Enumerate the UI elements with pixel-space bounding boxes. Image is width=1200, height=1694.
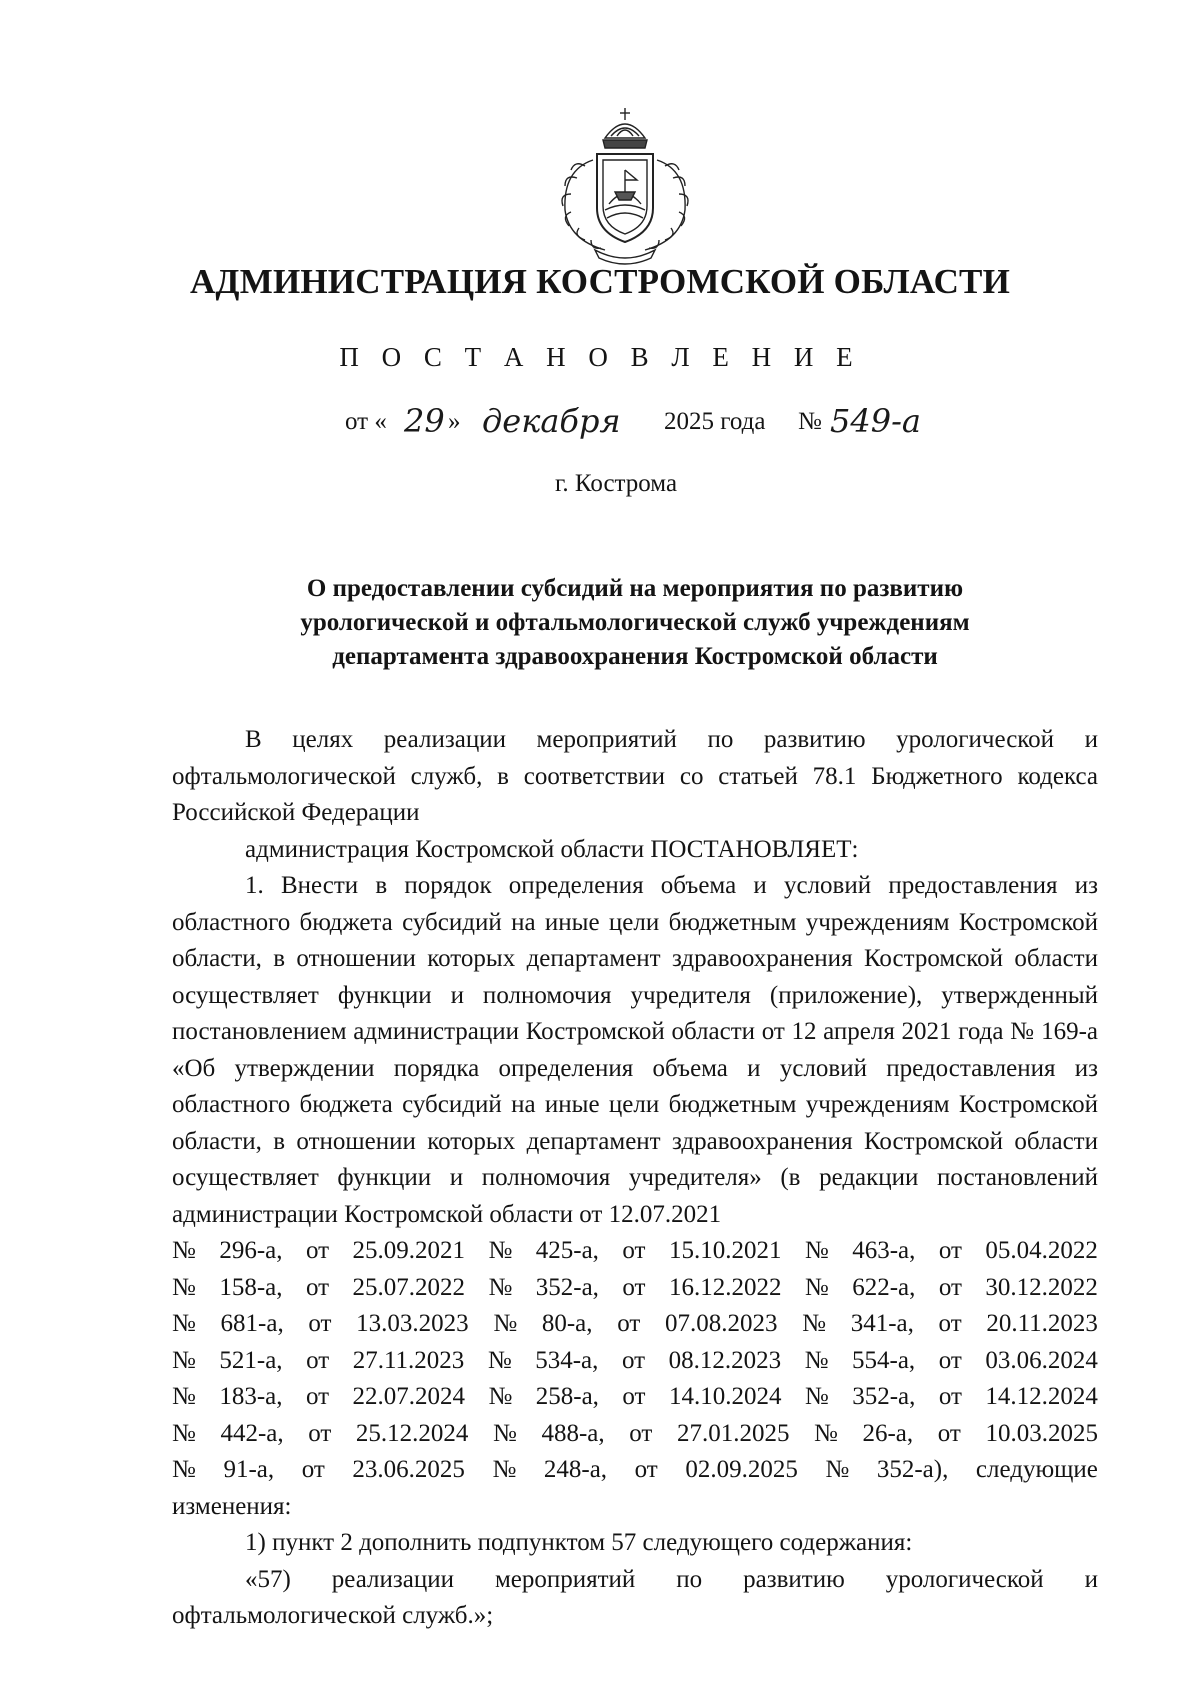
reference-token: № bbox=[172, 1456, 196, 1483]
reference-token: 554-а, bbox=[852, 1346, 916, 1374]
reference-token: от bbox=[622, 1237, 646, 1264]
paragraph-subitem-1: 1) пункт 2 дополнить подпунктом 57 следующего содержания: bbox=[245, 1529, 913, 1556]
date-day: 29 bbox=[404, 402, 445, 440]
reference-token: 08.12.2023 bbox=[668, 1346, 782, 1374]
reference-token: № bbox=[804, 1273, 829, 1301]
document-number: 549-а bbox=[830, 402, 921, 440]
reference-token: 05.04.2022 bbox=[985, 1237, 1098, 1264]
date-prefix: от « bbox=[345, 408, 387, 435]
reference-row bbox=[172, 1379, 1098, 1416]
reference-token: 296-а, bbox=[219, 1237, 283, 1264]
reference-token: 352-а, bbox=[852, 1383, 916, 1410]
subject-line: департамента здравоохранения Костромской области bbox=[332, 643, 938, 670]
reference-token: от bbox=[938, 1383, 962, 1410]
reference-token: от bbox=[308, 1310, 332, 1337]
date-month: декабря bbox=[482, 402, 621, 440]
reference-token: от bbox=[617, 1310, 641, 1337]
reference-token: 23.06.2025 bbox=[352, 1456, 465, 1483]
reference-token: 488-а, bbox=[541, 1419, 605, 1447]
reference-token: № bbox=[804, 1383, 829, 1410]
reference-token: № bbox=[487, 1346, 512, 1374]
reference-token: № bbox=[172, 1310, 196, 1337]
reference-token: 91-а, bbox=[223, 1456, 275, 1483]
reference-token: от bbox=[305, 1383, 330, 1410]
reference-token: 07.08.2023 bbox=[664, 1310, 778, 1337]
reference-token: № bbox=[804, 1346, 829, 1374]
reference-token: 463-а, bbox=[852, 1237, 916, 1264]
reference-token: № bbox=[804, 1237, 829, 1264]
city: г. Кострома bbox=[554, 470, 678, 497]
reference-token: от bbox=[306, 1346, 330, 1374]
subject-line: урологической и офтальмологической служб учреждениям bbox=[300, 609, 970, 636]
reference-token: от bbox=[938, 1273, 962, 1301]
organization-title: АДМИНИСТРАЦИЯ КОСТРОМСКОЙ ОБЛАСТИ bbox=[189, 262, 1011, 301]
reference-token: 183-а, bbox=[219, 1383, 283, 1410]
reference-token: 26-а, bbox=[862, 1419, 914, 1447]
reference-token: 425-а, bbox=[535, 1237, 599, 1264]
date-line bbox=[0, 402, 1200, 462]
reference-token: № bbox=[488, 1237, 513, 1264]
reference-token: от bbox=[937, 1419, 961, 1447]
reference-token: № bbox=[488, 1383, 513, 1410]
reference-token: от bbox=[305, 1273, 330, 1301]
reference-token: 681-а, bbox=[220, 1310, 284, 1337]
reference-token: 25.07.2022 bbox=[352, 1273, 465, 1301]
reference-token: от bbox=[622, 1273, 646, 1301]
paragraph-preamble: В целях реализации мероприятий по развитию урологической и офтальмологической служб, в соответствии со статьей 78.1 Бюджетного кодекса Российской Федерации bbox=[172, 726, 1098, 826]
reference-token: 442-а, bbox=[220, 1419, 284, 1447]
reference-token: от bbox=[629, 1419, 653, 1447]
reference-token: следующие bbox=[975, 1456, 1098, 1483]
reference-token: № bbox=[493, 1310, 518, 1337]
reference-token: 03.06.2024 bbox=[985, 1346, 1098, 1374]
number-prefix: № bbox=[798, 408, 822, 435]
reference-token: 25.12.2024 bbox=[355, 1419, 469, 1447]
paragraph-resolves: администрация Костромской области ПОСТАНОВЛЯЕТ: bbox=[245, 835, 859, 863]
reference-token: 27.11.2023 bbox=[352, 1346, 465, 1374]
reference-token: от bbox=[308, 1419, 332, 1447]
reference-token: 352-а, bbox=[535, 1273, 599, 1301]
reference-row bbox=[172, 1306, 1098, 1343]
reference-row bbox=[172, 1233, 1098, 1270]
reference-token: № bbox=[172, 1383, 196, 1410]
coat-of-arms-icon bbox=[545, 100, 705, 270]
reference-token: № bbox=[825, 1456, 850, 1483]
reference-token: 158-а, bbox=[219, 1273, 283, 1301]
reference-token: 14.12.2024 bbox=[985, 1383, 1098, 1410]
reference-token: 25.09.2021 bbox=[352, 1237, 465, 1264]
reference-token: 352-а), bbox=[876, 1456, 949, 1483]
reference-token: 10.03.2025 bbox=[985, 1419, 1098, 1447]
reference-token: № bbox=[172, 1237, 196, 1264]
subject-line: О предоставлении субсидий на мероприятия по развитию bbox=[306, 575, 964, 602]
date-year: 2025 года bbox=[664, 408, 766, 435]
reference-token: 15.10.2021 bbox=[668, 1237, 782, 1264]
reference-token: от bbox=[301, 1456, 325, 1483]
document-type: П О С Т А Н О В Л Е Н И Е bbox=[339, 342, 861, 372]
reference-token: № bbox=[492, 1456, 517, 1483]
reference-token: № bbox=[172, 1346, 196, 1374]
reference-token: от bbox=[938, 1310, 962, 1337]
reference-row bbox=[172, 1452, 1098, 1489]
amendment-references bbox=[172, 1233, 1098, 1489]
reference-token: 248-а, bbox=[543, 1456, 608, 1483]
reference-token: 258-а, bbox=[535, 1383, 599, 1410]
reference-token: № bbox=[172, 1273, 196, 1301]
reference-token: № bbox=[814, 1419, 838, 1447]
reference-token: 14.10.2024 bbox=[668, 1383, 782, 1410]
reference-token: от bbox=[305, 1237, 330, 1264]
reference-row bbox=[172, 1343, 1098, 1380]
reference-token: от bbox=[938, 1346, 962, 1374]
subject-title bbox=[170, 572, 1100, 674]
reference-token: 22.07.2024 bbox=[352, 1383, 465, 1410]
reference-token: 02.09.2025 bbox=[685, 1456, 798, 1483]
reference-token: от bbox=[634, 1456, 658, 1483]
reference-row bbox=[172, 1416, 1098, 1453]
date-quote-close: » bbox=[448, 408, 461, 435]
reference-token: № bbox=[493, 1419, 517, 1447]
reference-token: 622-а, bbox=[852, 1273, 916, 1301]
reference-token: 80-а, bbox=[541, 1310, 593, 1337]
reference-token: от bbox=[621, 1346, 646, 1374]
reference-token: 20.11.2023 bbox=[986, 1310, 1098, 1337]
reference-token: № bbox=[802, 1310, 827, 1337]
paragraph-changes-label: изменения: bbox=[172, 1492, 292, 1520]
reference-token: 27.01.2025 bbox=[676, 1419, 790, 1447]
reference-token: от bbox=[938, 1237, 962, 1264]
reference-token: 13.03.2023 bbox=[356, 1310, 469, 1337]
reference-token: 341-а, bbox=[850, 1310, 914, 1337]
reference-token: № bbox=[488, 1273, 513, 1301]
reference-token: 16.12.2022 bbox=[668, 1273, 782, 1301]
reference-token: 521-а, bbox=[219, 1346, 283, 1374]
reference-token: № bbox=[172, 1419, 196, 1447]
paragraph-item-1: 1. Внести в порядок определения объема и условий предоставления из областного бюджета субсидий на иные цели бюджетным учреждениям Костромской области, в отношении которых департамент здравоохранения Костромской области осуществляет функции и полномочия учредителя (приложение), утвержденный постановлением администрации Костромской области от 12 апреля 2021 года № 169-а «Об утверждении порядка определения объема и условий предоставления из областного бюджета субсидий на иные цели бюджетным учреждениям Костромской области, в отношении которых департамент здравоохранения Костромской области осуществляет функции и полномочия учредителя» (в редакции постановлений администрации Костромской области от 12.07.2021 bbox=[172, 872, 1098, 1228]
paragraph-quote-57: «57) реализации мероприятий по развитию урологической и офтальмологической служб.»; bbox=[172, 1565, 1098, 1629]
document-body bbox=[172, 722, 1098, 1635]
reference-token: от bbox=[622, 1383, 646, 1410]
reference-row bbox=[172, 1270, 1098, 1307]
reference-token: 30.12.2022 bbox=[985, 1273, 1098, 1301]
reference-token: 534-а, bbox=[535, 1346, 599, 1374]
